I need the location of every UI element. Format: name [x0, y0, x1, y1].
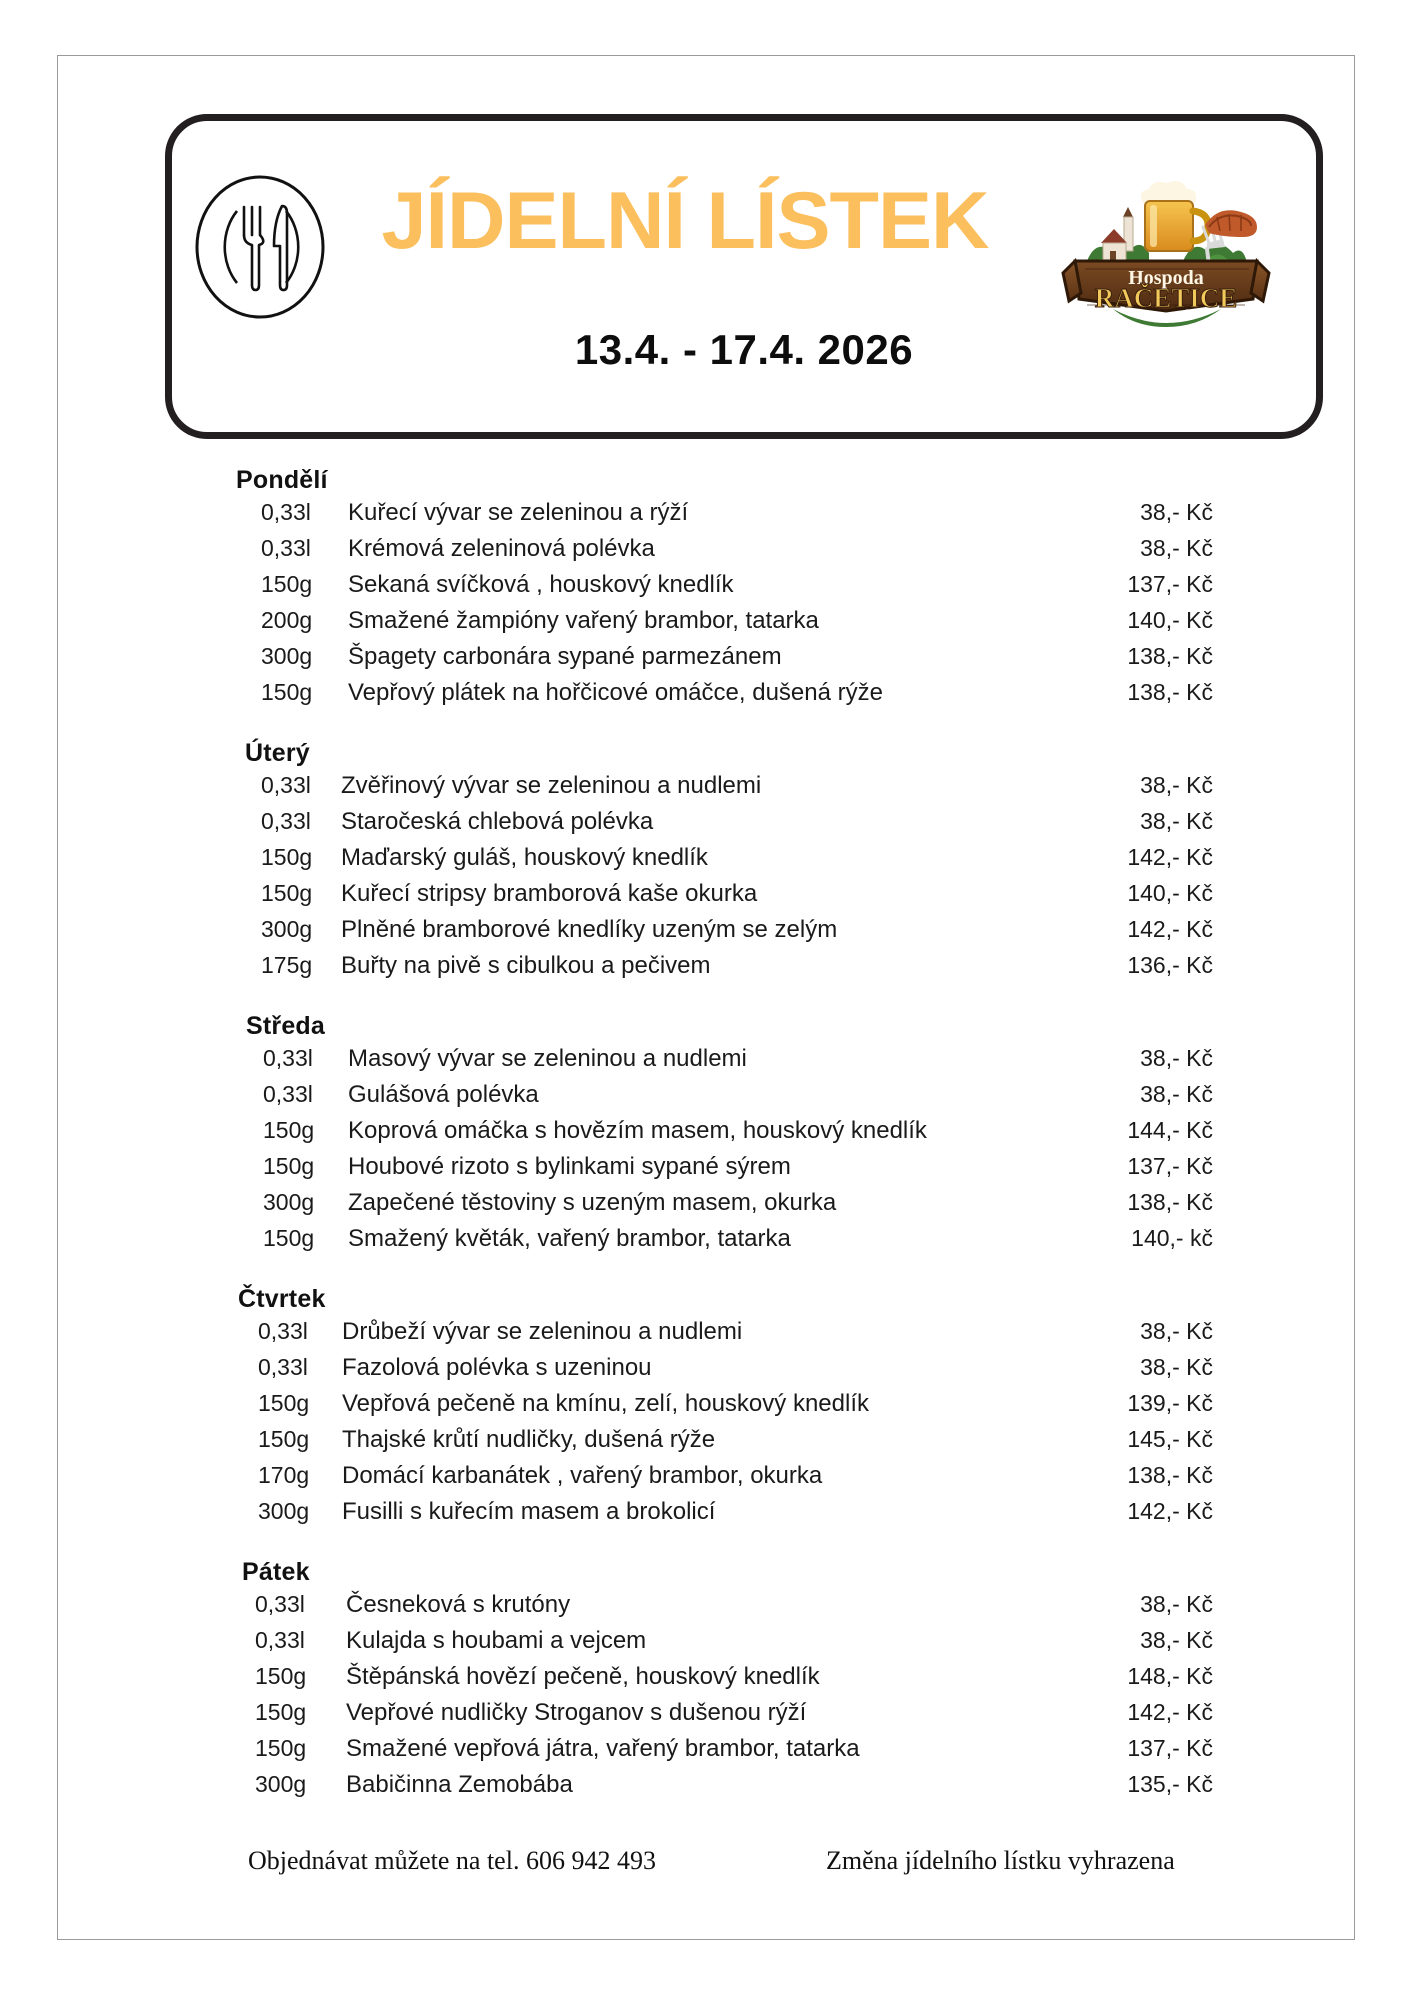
dish-price: 138,- Kč: [1127, 679, 1213, 705]
page-sheet: [57, 55, 1355, 1940]
dish-name: Špagety carbonára sypané parmezánem: [348, 643, 782, 670]
portion-size: 150g: [258, 1390, 310, 1416]
portion-size: 150g: [255, 1735, 307, 1761]
dish-price: 38,- Kč: [1140, 1045, 1213, 1071]
portion-size: 150g: [263, 1117, 315, 1143]
day-block-streda: [58, 1012, 1414, 1261]
portion-size: 150g: [261, 880, 313, 906]
dish-name: Buřty na pivě s cibulkou a pečivem: [341, 952, 711, 979]
portion-size: 150g: [261, 679, 313, 705]
dish-name: Gulášová polévka: [348, 1081, 539, 1108]
day-block-ctvrtek: [58, 1285, 1414, 1534]
dish-price: 38,- Kč: [1140, 772, 1213, 798]
menu-row: [58, 643, 1414, 679]
day-block-pondeli: [58, 466, 1414, 715]
menu-row: [58, 1591, 1414, 1627]
portion-size: 150g: [263, 1153, 315, 1179]
day-heading: Čtvrtek: [238, 1285, 326, 1313]
menu-row: [58, 1462, 1414, 1498]
footer-order-info: Objednávat můžete na tel. 606 942 493: [248, 1846, 656, 1875]
menu-row: [58, 1699, 1414, 1735]
dish-price: 140,- kč: [1131, 1225, 1213, 1251]
portion-size: 150g: [255, 1663, 307, 1689]
menu-row: [58, 499, 1414, 535]
menu-row: [58, 808, 1414, 844]
menu-row: [58, 1318, 1414, 1354]
portion-size: 300g: [258, 1498, 310, 1524]
dish-price: 144,- Kč: [1127, 1117, 1213, 1143]
menu-row: [58, 1735, 1414, 1771]
menu-date-range: 13.4. - 17.4. 2026: [574, 326, 914, 373]
menu-footer: [58, 1846, 1414, 1896]
logo-line2: RAČETICE: [1094, 283, 1238, 313]
menu-row: [58, 1663, 1414, 1699]
dish-price: 38,- Kč: [1140, 808, 1213, 834]
portion-size: 0,33l: [261, 499, 311, 525]
dish-name: Štěpánská hovězí pečeně, houskový knedlík: [346, 1663, 820, 1690]
menu-row: [58, 844, 1414, 880]
dish-name: Sekaná svíčková , houskový knedlík: [348, 571, 734, 598]
dish-name: Vepřový plátek na hořčicové omáčce, dušená rýže: [348, 679, 883, 706]
dish-name: Houbové rizoto s bylinkami sypané sýrem: [348, 1153, 791, 1180]
dish-price: 137,- Kč: [1127, 1735, 1213, 1761]
logo-line1: Hospoda: [1128, 267, 1204, 289]
footer-change-notice: Změna jídelního lístku vyhrazena: [826, 1846, 1175, 1875]
dish-name: Plněné bramborové knedlíky uzeným se zelým: [341, 916, 838, 943]
dish-name: Koprová omáčka s hovězím masem, houskový knedlík: [348, 1117, 927, 1144]
dish-price: 142,- Kč: [1127, 1699, 1213, 1725]
dish-price: 138,- Kč: [1127, 643, 1213, 669]
dish-name: Smažený květák, vařený brambor, tatarka: [348, 1225, 791, 1252]
dish-price: 140,- Kč: [1127, 607, 1213, 633]
portion-size: 0,33l: [255, 1591, 305, 1617]
dish-price: 145,- Kč: [1127, 1426, 1213, 1452]
dish-price: 142,- Kč: [1127, 844, 1213, 870]
portion-size: 300g: [261, 643, 313, 669]
dish-price: 137,- Kč: [1127, 571, 1213, 597]
day-heading: Úterý: [245, 739, 310, 767]
dish-name: Zvěřinový vývar se zeleninou a nudlemi: [341, 772, 762, 799]
dish-price: 142,- Kč: [1127, 916, 1213, 942]
menu-row: [58, 1627, 1414, 1663]
dish-name: Smažené žampióny vařený brambor, tatarka: [348, 607, 819, 634]
dish-name: Krémová zeleninová polévka: [348, 535, 655, 562]
dish-name: Kuřecí stripsy bramborová kaše okurka: [341, 880, 758, 907]
hospoda-racetice-logo: [1057, 169, 1275, 334]
portion-size: 0,33l: [258, 1318, 308, 1344]
portion-size: 150g: [261, 571, 313, 597]
dish-price: 139,- Kč: [1127, 1390, 1213, 1416]
dish-name: Smažené vepřová játra, vařený brambor, tatarka: [346, 1735, 860, 1762]
day-heading: Středa: [246, 1012, 326, 1040]
menu-row: [58, 1426, 1414, 1462]
menu-row: [58, 772, 1414, 808]
dish-name: Fusilli s kuřecím masem a brokolicí: [342, 1498, 716, 1525]
header-top-row: [172, 163, 1316, 323]
portion-size: 300g: [263, 1189, 315, 1215]
dish-price: 38,- Kč: [1140, 535, 1213, 561]
portion-size: 175g: [261, 952, 313, 978]
dish-price: 136,- Kč: [1127, 952, 1213, 978]
portion-size: 150g: [258, 1426, 310, 1452]
menu-row: [58, 880, 1414, 916]
menu-row: [58, 1771, 1414, 1807]
menu-row: [58, 1354, 1414, 1390]
day-heading: Pátek: [242, 1558, 310, 1586]
portion-size: 0,33l: [258, 1354, 308, 1380]
menu-row: [58, 1117, 1414, 1153]
dish-name: Zapečené těstoviny s uzeným masem, okurka: [348, 1189, 837, 1216]
menu-row: [58, 1081, 1414, 1117]
menu-row: [58, 916, 1414, 952]
dish-price: 38,- Kč: [1140, 1318, 1213, 1344]
dish-name: Drůbeží vývar se zeleninou a nudlemi: [342, 1318, 743, 1345]
dish-price: 140,- Kč: [1127, 880, 1213, 906]
menu-row: [58, 1225, 1414, 1261]
dish-name: Thajské krůtí nudličky, dušená rýže: [342, 1426, 716, 1453]
portion-size: 150g: [255, 1699, 307, 1725]
dish-price: 38,- Kč: [1140, 1081, 1213, 1107]
portion-size: 150g: [263, 1225, 315, 1251]
dish-name: Staročeská chlebová polévka: [341, 808, 654, 835]
portion-size: 300g: [261, 916, 313, 942]
portion-size: 0,33l: [261, 808, 311, 834]
dish-name: Vepřová pečeně na kmínu, zelí, houskový knedlík: [342, 1390, 869, 1417]
day-block-utery: [58, 739, 1414, 988]
dish-price: 148,- Kč: [1127, 1663, 1213, 1689]
dish-name: Kuřecí vývar se zeleninou a rýží: [348, 499, 689, 526]
page-title: JÍDELNÍ LÍSTEK: [381, 176, 989, 266]
dish-price: 38,- Kč: [1140, 499, 1213, 525]
dish-price: 138,- Kč: [1127, 1189, 1213, 1215]
portion-size: 0,33l: [263, 1081, 313, 1107]
dish-price: 38,- Kč: [1140, 1591, 1213, 1617]
dish-name: Vepřové nudličky Stroganov s dušenou rýží: [346, 1699, 807, 1726]
day-heading: Pondělí: [236, 466, 328, 494]
menu-header-box: [165, 114, 1323, 439]
plate-fork-knife-icon: [190, 173, 330, 321]
portion-size: 170g: [258, 1462, 310, 1488]
menu-body: [58, 466, 1414, 1831]
menu-row: [58, 679, 1414, 715]
dish-name: Fazolová polévka s uzeninou: [342, 1354, 652, 1381]
dish-price: 38,- Kč: [1140, 1627, 1213, 1653]
menu-row: [58, 1189, 1414, 1225]
dish-name: Babičinna Zemobába: [346, 1771, 573, 1798]
menu-row: [58, 952, 1414, 988]
dish-name: Česneková s krutóny: [346, 1591, 571, 1618]
dish-price: 135,- Kč: [1127, 1771, 1213, 1797]
menu-row: [58, 1498, 1414, 1534]
portion-size: 300g: [255, 1771, 307, 1797]
menu-row: [58, 1390, 1414, 1426]
portion-size: 0,33l: [261, 772, 311, 798]
menu-row: [58, 1153, 1414, 1189]
menu-row: [58, 607, 1414, 643]
portion-size: 150g: [261, 844, 313, 870]
dish-price: 137,- Kč: [1127, 1153, 1213, 1179]
day-block-patek: [58, 1558, 1414, 1807]
dish-price: 138,- Kč: [1127, 1462, 1213, 1488]
portion-size: 0,33l: [255, 1627, 305, 1653]
menu-row: [58, 571, 1414, 607]
dish-name: Kulajda s houbami a vejcem: [346, 1627, 647, 1654]
dish-name: Masový vývar se zeleninou a nudlemi: [348, 1045, 747, 1072]
dish-price: 38,- Kč: [1140, 1354, 1213, 1380]
portion-size: 0,33l: [263, 1045, 313, 1071]
menu-row: [58, 535, 1414, 571]
portion-size: 0,33l: [261, 535, 311, 561]
dish-name: Maďarský guláš, houskový knedlík: [341, 844, 708, 871]
dish-price: 142,- Kč: [1127, 1498, 1213, 1524]
portion-size: 200g: [261, 607, 313, 633]
dish-name: Domácí karbanátek , vařený brambor, okurka: [342, 1462, 823, 1489]
menu-row: [58, 1045, 1414, 1081]
